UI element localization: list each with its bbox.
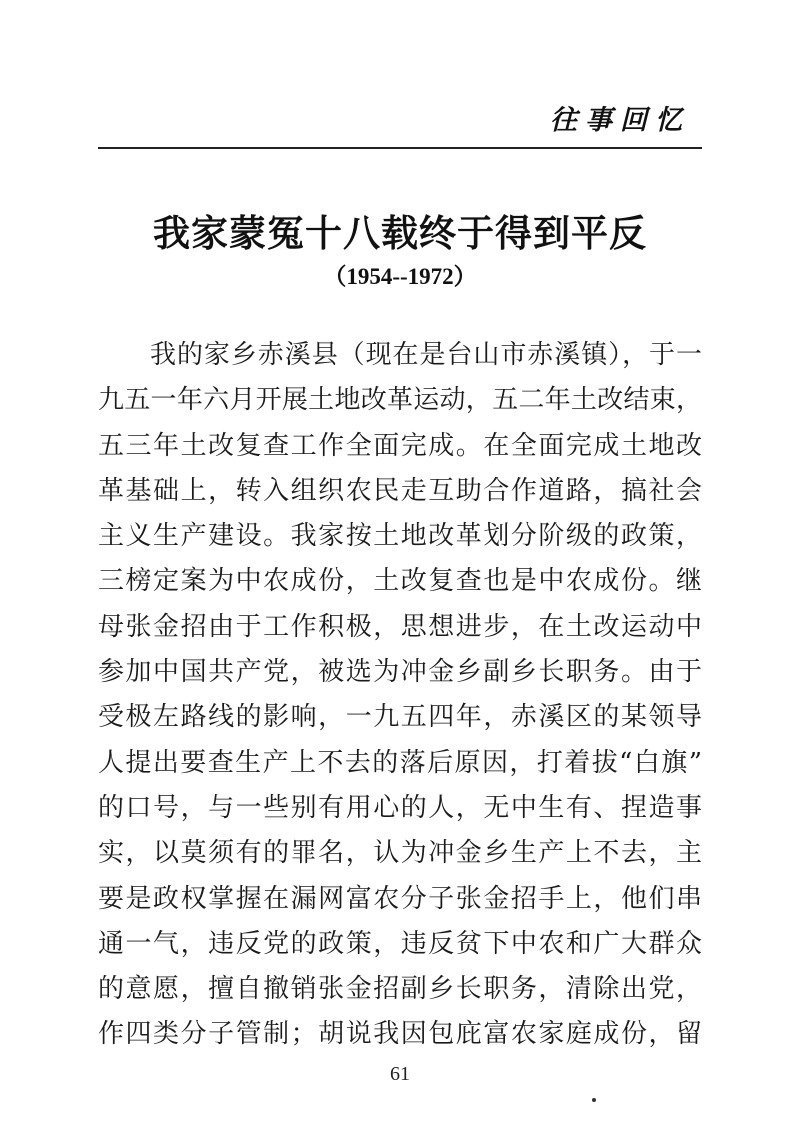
- body-line: 九五一年六月开展土地改革运动，五二年土改结束，: [98, 385, 702, 416]
- body-line: 我的家乡赤溪县（现在是台山市赤溪镇），于一: [150, 340, 702, 370]
- body-line: 通一气，违反党的政策，违反贫下中农和广大群众: [98, 928, 702, 959]
- article-body: [98, 333, 702, 1058]
- body-line: 的口号，与一些别有用心的人，无中生有、捏造事: [98, 792, 702, 823]
- body-line: 主义生产建设。我家按土地改革划分阶级的政策，: [98, 521, 702, 552]
- body-line: 要是政权掌握在漏网富农分子张金招手上，他们串: [98, 883, 702, 914]
- header-rule: [98, 147, 702, 149]
- body-line: 人提出要查生产上不去的落后原因，打着拔“白旗”: [98, 747, 702, 778]
- scan-speck: [592, 1098, 596, 1102]
- page-number: 61: [390, 1063, 410, 1085]
- body-line: 受极左路线的影响，一九五四年，赤溪区的某领导: [98, 702, 702, 733]
- body-line: 参加中国共产党，被选为冲金乡副乡长职务。由于: [98, 657, 702, 688]
- body-line: 母张金招由于工作积极，思想进步，在土改运动中: [98, 611, 702, 642]
- article-subtitle: （1954--1972）: [323, 264, 477, 289]
- body-line: 实，以莫须有的罪名，认为冲金乡生产上不去，主: [98, 838, 702, 869]
- body-line: 的意愿，擅自撤销张金招副乡长职务，清除出党，: [98, 974, 702, 1005]
- body-line: 五三年土改复查工作全面完成。在全面完成土地改: [98, 430, 702, 461]
- section-tag: 往事回忆: [550, 105, 690, 136]
- body-line: 作四类分子管制；胡说我因包庇富农家庭成份，留: [98, 1019, 702, 1050]
- body-line: 三榜定案为中农成份，土改复查也是中农成份。继: [98, 566, 702, 597]
- body-line: 革基础上，转入组织农民走互助合作道路，搞社会: [98, 475, 702, 506]
- article-title: 我家蒙冤十八载终于得到平反: [153, 212, 647, 255]
